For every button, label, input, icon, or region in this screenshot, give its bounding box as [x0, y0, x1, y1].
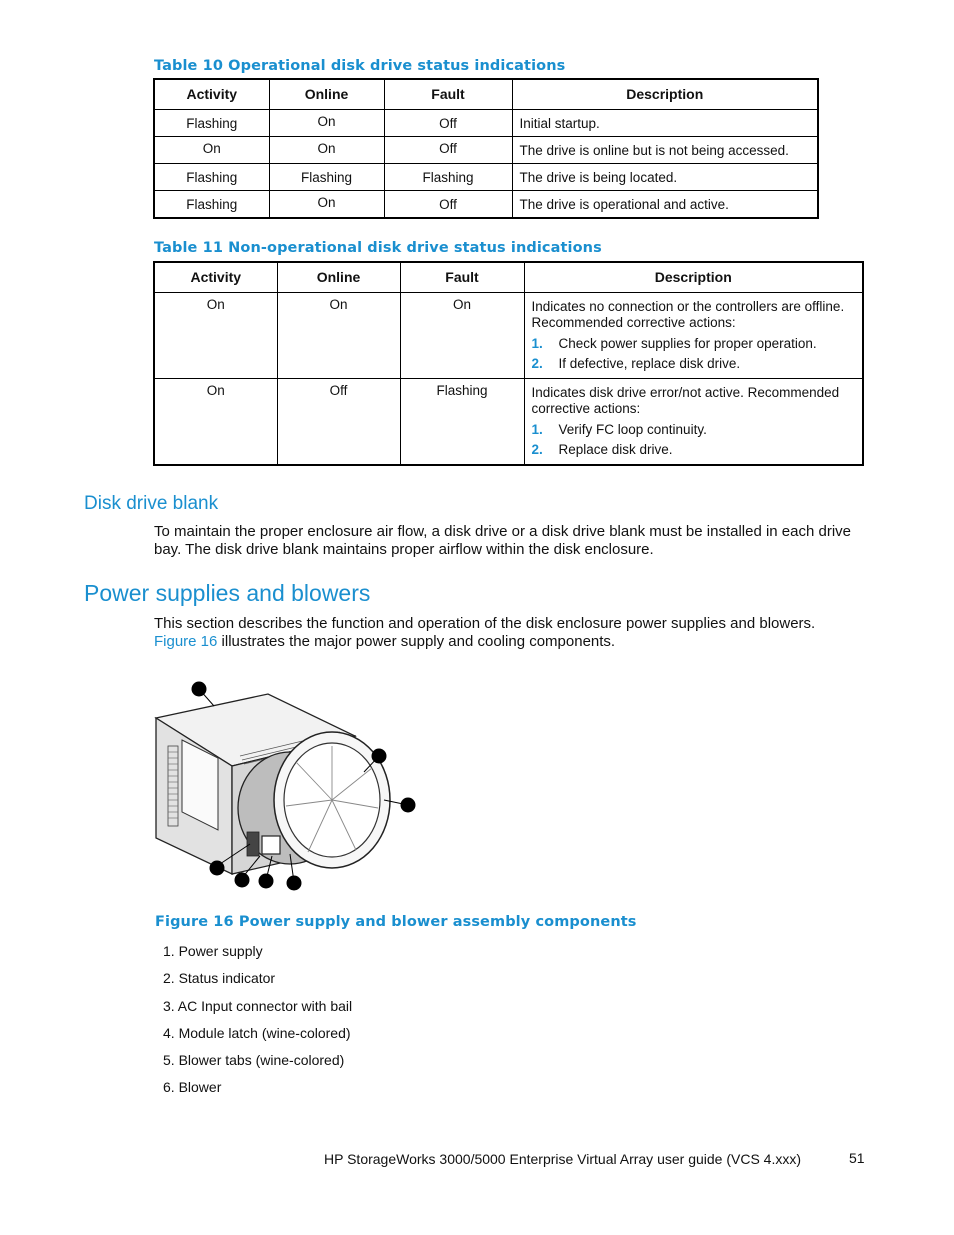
cell-activity: On — [154, 136, 269, 163]
list-item — [532, 354, 857, 374]
cell-online: On — [277, 292, 400, 378]
cell-activity: On — [154, 292, 277, 378]
list-item — [532, 440, 857, 460]
callout-dot — [235, 873, 250, 888]
list-item: 6. Blower — [163, 1079, 222, 1096]
list-item — [532, 334, 857, 354]
table-10-header-online: Online — [269, 79, 384, 109]
list-item: 4. Module latch (wine-colored) — [163, 1024, 351, 1041]
callout-dot — [259, 874, 274, 889]
table-11-header-activity: Activity — [154, 262, 277, 292]
table-row — [154, 378, 863, 465]
step-text: Verify FC loop continuity. — [558, 421, 707, 437]
table-row — [154, 292, 863, 378]
step-number: 2. — [531, 355, 543, 371]
cell-online: On — [269, 190, 384, 218]
callout-dot — [210, 861, 225, 876]
table-10-header-description: Description — [512, 79, 818, 109]
figure-16-link[interactable]: Figure 16 — [154, 633, 218, 650]
cell-online: Off — [277, 378, 400, 465]
list-item: 5. Blower tabs (wine-colored) — [163, 1052, 345, 1069]
cell-activity: Flashing — [154, 163, 269, 190]
cell-description: The drive is being located. — [512, 163, 818, 190]
step-number: 1. — [531, 421, 543, 437]
callout-dot — [372, 749, 387, 764]
cell-description — [524, 292, 863, 378]
body-text: illustrates the major power supply and cooling components. — [217, 633, 616, 650]
power-supply-blower-illustration — [150, 676, 430, 894]
callout-dot — [287, 876, 302, 891]
cell-description: The drive is operational and active. — [512, 190, 818, 218]
callout-dot — [192, 682, 207, 697]
table-row — [154, 163, 818, 190]
cell-online: On — [269, 136, 384, 163]
cell-fault: On — [400, 292, 524, 378]
footer-title: HP StorageWorks 3000/5000 Enterprise Virtual Array user guide (VCS 4.xxx) — [324, 1151, 802, 1167]
cell-activity: On — [154, 378, 277, 465]
cell-activity: Flashing — [154, 109, 269, 136]
table-10-header-activity: Activity — [154, 79, 269, 109]
disk-drive-blank-heading: Disk drive blank — [84, 493, 219, 514]
power-supplies-heading: Power supplies and blowers — [84, 580, 371, 606]
cell-fault: Off — [384, 109, 512, 136]
table-row — [154, 136, 818, 163]
cell-fault: Off — [384, 190, 512, 218]
cell-fault: Flashing — [384, 163, 512, 190]
list-item: 2. Status indicator — [163, 970, 276, 987]
table-11-header-online: Online — [277, 262, 400, 292]
cell-fault: Flashing — [400, 378, 524, 465]
cell-online: Flashing — [269, 163, 384, 190]
cell-description: The drive is online but is not being accessed. — [512, 136, 818, 163]
description-text: Indicates no connection or the controllers are offline. Recommended corrective actions: — [531, 298, 845, 330]
cell-description: Initial startup. — [512, 109, 818, 136]
list-item: 3. AC Input connector with bail — [163, 997, 353, 1014]
table-11 — [153, 261, 864, 466]
list-item: 1. Power supply — [163, 943, 263, 959]
step-number: 2. — [531, 441, 543, 457]
body-text: This section describes the function and operation of the disk enclosure power supplies and blowers. — [154, 615, 816, 632]
table-row — [154, 109, 818, 136]
cell-activity: Flashing — [154, 190, 269, 218]
table-10 — [153, 78, 819, 219]
list-item — [532, 420, 857, 440]
disk-drive-blank-body: To maintain the proper enclosure air flow, a disk drive or a disk drive blank must be installed in each drive bay. The disk drive blank maintains proper airflow within the disk enclosure. — [154, 523, 852, 558]
table-11-header-fault: Fault — [400, 262, 524, 292]
table-10-caption: Table 10 Operational disk drive status indications — [154, 58, 566, 74]
cell-online: On — [269, 109, 384, 136]
callout-dot — [401, 798, 416, 813]
step-text: Check power supplies for proper operation. — [558, 335, 817, 351]
page-number: 51 — [849, 1150, 865, 1166]
power-supplies-body — [154, 615, 854, 651]
step-text: Replace disk drive. — [558, 441, 673, 457]
cell-description — [524, 378, 863, 465]
table-row — [154, 190, 818, 218]
step-text: If defective, replace disk drive. — [558, 355, 741, 371]
corrective-steps — [532, 334, 857, 374]
cell-fault: Off — [384, 136, 512, 163]
corrective-steps — [532, 420, 857, 460]
table-10-header-fault: Fault — [384, 79, 512, 109]
figure-16-caption: Figure 16 Power supply and blower assembly components — [155, 914, 637, 930]
description-text: Indicates disk drive error/not active. Recommended corrective actions: — [531, 384, 840, 416]
table-11-header-description: Description — [524, 262, 863, 292]
table-11-caption: Table 11 Non-operational disk drive status indications — [154, 240, 602, 256]
step-number: 1. — [531, 335, 543, 351]
figure-legend — [163, 942, 352, 1106]
